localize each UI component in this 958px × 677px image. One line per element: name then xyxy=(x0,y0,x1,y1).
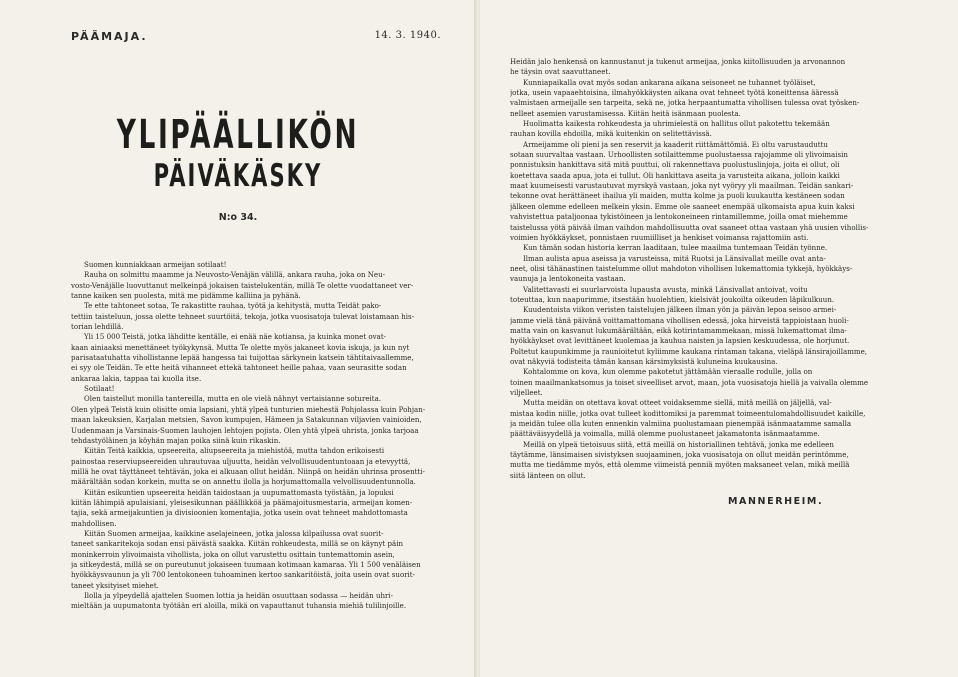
page-header xyxy=(71,30,441,46)
text-line: Poltetut kaupunkimme ja raunioitetut kyliimme kaukana rintaman takana, vieläpä länsirajoillamme, xyxy=(510,346,867,356)
document-subtitle: PÄIVÄKÄSKY xyxy=(153,158,323,194)
text-line: millä he ovat täyttäneet tehtävän, joka ei alkuaan ollut heidän. Niinpä on heidän uhrinsa prosentti- xyxy=(71,466,425,476)
text-line: taistelussa yötä päivää ilman vaihdon mahdollisuutta ovat saaneet ottaa vastaan yhä uusien vihollis- xyxy=(510,222,869,232)
header-label: PÄÄMAJA. xyxy=(71,30,148,43)
text-line: toinen maailmankatsomus ja toiset siveelliset arvot, maan, jota vuosisatoja hiellä ja vaivalla olemme xyxy=(510,377,869,387)
text-line: Te ette tahtoneet sotaa, Te rakastitte rauhaa, työtä ja kehitystä, mutta Teidät pako- xyxy=(84,301,382,311)
text-line: Kunniapaikalla ovat myös sodan ankarana aikana seisoneet ne tuhannet työläiset, xyxy=(523,77,816,87)
text-line: Yli 15 000 Teistä, jotka lähditte kentälle, ei enää näe kotiansa, ja kuinka monet ovat- xyxy=(84,332,387,342)
text-line: vahvistettua pataljoonaa tykistöineen ja lentokoneineen rintamillemme, joilla omat miehemme xyxy=(510,212,848,222)
text-line: ei syy ole Teidän. Te ette heitä vihanneet ettekä tahtoneet heille pahaa, vaan seurasitte sodan xyxy=(71,363,407,373)
text-line: Ilolla ja ylpeydellä ajattelen Suomen lottia ja heidän osuuttaan sodassa — heidän uhri- xyxy=(84,591,394,600)
text-line: nelleet asemien varustamisessa. Kiitän heitä isänmaan puolesta. xyxy=(510,108,741,118)
text-line: Rauha on solmittu maamme ja Neuvosto-Venäjän välillä, ankara rauha, joka on Neu- xyxy=(84,270,386,280)
text-line: jälkeen olemme edelleen melkein yksin. Emme ole saaneet enempää ulkomaista apua kuin kaksi xyxy=(510,201,855,211)
text-line: toteuttaa, kun naapurimme, itsestään huolehtien, kielsivät joukoilta oikeuden läpikulkuun. xyxy=(510,294,835,304)
text-line: Kohtalomme on kova, kun olemme pakotetut jättämään vieraalle rodulle, jolla on xyxy=(523,367,813,377)
text-line: tajia, sekä armeijakuntien ja divisioonien komentajia, jotka usein ovat tehneet mahdottomasta xyxy=(71,508,408,518)
text-line: Ilman aulista apua aseissa ja varusteissa, mitä Ruotsi ja Länsivallat meille ovat anta- xyxy=(523,253,826,263)
text-line: he täysin ovat saavuttaneet. xyxy=(510,67,611,77)
text-line: hyökkäysvaunun ja yli 700 lentokoneen tuhoaminen kertoo sankaritöistä, joita usein ovat suorit- xyxy=(71,570,416,580)
text-line: Armeijamme oli pieni ja sen reservit ja kaaderit riittämättömiä. Ei oltu varustauduttu xyxy=(523,139,828,149)
text-line: matta vain on kasvanut lukumäärältään, eikä kotirintamammekaan, missä lukemattomat ilma- xyxy=(510,325,847,335)
text-line: mieltään ja uupumatonta työtään eri aloilla, mikä on vapauttanut tuhansia miehiä tulilinjoille. xyxy=(71,601,407,611)
text-line: tettiin taisteluun, jossa olette tehneet suurtöitä, tekoja, jotka vuosisatoja tulevat loistamaan his- xyxy=(71,311,415,321)
text-line: moninkerroin ylivoimaista vihollista, joka on ollut varustettu osittain tuntemattomin asein, xyxy=(71,549,395,559)
text-line: parisataatuhatta vihollistanne lepää hangessa tai tuijottaa särkynein katsein tähtitaivaallemme, xyxy=(71,353,414,363)
text-line: määrältään sodan korkein, mutta se on annettu ilolla ja horjumattomalla velvollisuudentunnolla. xyxy=(71,477,416,487)
text-line: jamme vielä tänä päivänä voittamattomana vihollisen edessä, joka hirveistä tappioistaan huoli- xyxy=(510,315,849,325)
text-line: siitä länteen on ollut. xyxy=(510,470,586,480)
text-line: Uudenmaan ja Varsinais-Suomen lauhojen lehtojen pojista. Olen yhtä ylpeä uhrista, jonka tarjoaa xyxy=(71,425,419,435)
text-line: Olen taistellut monilla tantereilla, mutta en ole vielä nähnyt vertaisianne sotureita. xyxy=(84,394,382,404)
text-line: ponnistuksin hankittava sitä mitä puuttui, oli rakennettava puolustuslinjoja, joita ei ollut, oli xyxy=(510,160,840,170)
text-line: vaunuja ja lentokoneita vastaan. xyxy=(510,274,626,284)
text-line: koetettava saada apua, jota ei tullut. Oli hankittava aseita ja varusteita aikana, jolloin kaikki xyxy=(510,170,840,180)
text-line: tanne kaiken sen puolesta, mitä me pidämme kalliina ja pyhänä. xyxy=(71,291,301,301)
text-line: maan lakeuksien, Karjalan metsien, Savon kumpujen, Hämeen ja Satakunnan viljavien vainioiden, xyxy=(71,415,422,425)
text-line: ankaraa lakia, tappaa tai kuolla itse. xyxy=(71,373,202,383)
text-line: taneet yksityiset miehet. xyxy=(71,580,159,590)
text-line: maat kuumeisesti varustautuvat myrskyä vastaan, joka nyt vyöryy yli maailman. Teidän sankari- xyxy=(510,181,854,191)
text-line: Sotilaat! xyxy=(84,384,115,394)
text-line: neet, olisi tähänastinen taistelumme ollut mahdoton vihollisen lukemattomia tykkejä, hyökkäys- xyxy=(510,263,853,273)
text-line: Kiitän Teitä kaikkia, upseereita, aliupseereita ja miehistöä, mutta tahdon erikoisesti xyxy=(84,446,385,456)
text-line: hyökkäykset ovat levittäneet kuolemaa ja kauhua naisten ja lapsien keskuudessa, ole horjunut. xyxy=(510,336,850,346)
text-line: mutta me tiedämme myös, että olemme viimeistä penniä myöten maksaneet velan, mikä meillä xyxy=(510,460,850,470)
document-title: YLIPÄÄLLIKÖN xyxy=(116,112,360,158)
left-page xyxy=(0,0,476,677)
text-line: Huolimatta kaikesta rohkeudesta ja uhrimielestä on hallitus ollut pakotettu tekemään xyxy=(523,119,830,129)
text-line: kaan ainiaaksi menettäneet työkykynsä. Mutta Te olette myös jakaneet kovia iskuja, ja kun nyt xyxy=(71,342,410,352)
text-line: tekonne ovat herättäneet ihailua yli maiden, mutta kolme ja puoli kuukautta kestäneen sodan xyxy=(510,191,845,201)
text-line: tehdastyöläinen ja köyhän majan poika siinä kuin rikaskin. xyxy=(71,435,281,445)
text-line: Meillä on ylpeä tietoisuus siitä, että meillä on historiallinen tehtävä, jonka me edelleen xyxy=(523,439,834,449)
text-line: viljelleet. xyxy=(510,388,543,397)
text-line: Mutta meidän on otettava kovat otteet voidaksemme siellä, mitä meillä on jäljellä, val- xyxy=(523,398,832,408)
text-line: kiitän lähimpiä apulaisiani, yleisesikunnan päällikköä ja päämajoitusmestaria, armeijan komen- xyxy=(71,497,413,507)
text-line: sotaan suurvaltaa vastaan. Urhoollisten sotilaittemme puolustaessa rajojamme oli ylivoimaisin xyxy=(510,150,848,160)
text-line: Valitettavasti ei suurlarvoista lupausta avusta, minkä Länsivallat antoivat, voitu xyxy=(523,284,808,294)
text-line: Kiitän esikuntien upseereita heidän taidostaan ja uupumattomasta työstään, ja lopuksi xyxy=(84,487,394,497)
text-line: valmistaen armeijalle sen tarpeita, sekä ne, jotka herpaantumatta vihollisen tulessa ovat työsken- xyxy=(510,98,860,108)
signature: MANNERHEIM. xyxy=(728,496,824,507)
text-line: jotka, usein vapaaehtoisina, ilmahyökkäysten aikana ovat tehneet työtä koneittensa ääressä xyxy=(510,88,839,98)
text-line: voimien hyökkäykset, ponnistaen ruumiilliset ja henkiset voimansa rajattomiin asti. xyxy=(510,232,809,242)
text-line: ovat näkyviä todisteita tämän kansan kärsimyksistä kuluneina kuukausina. xyxy=(510,356,778,366)
text-line: mahdollisen. xyxy=(71,518,117,528)
left-body-text xyxy=(71,260,443,612)
text-line: vosto-Venäjälle luovuttanut melkeinpä jokaisen taistelukentän, millä Te olette vuodattaneet ver- xyxy=(71,280,414,290)
order-number: N:o 34. xyxy=(218,212,258,223)
header-date: 14. 3. 1940. xyxy=(374,30,441,41)
text-line: Suomen kunniakkaan armeijan sotilaat! xyxy=(84,260,227,269)
text-line: Heidän jalo henkensä on kannustanut ja tukenut armeijaa, jonka kiitollisuuden ja arvonannon xyxy=(510,57,846,66)
text-line: taneet sankaritekoja sodan ensi päivästä saakka. Kiitän rohkeudesta, millä se on käynyt päin xyxy=(71,539,404,549)
text-line: Kiitän Suomen armeijaa, kaikkine aselajeineen, jotka jalossa kilpailussa ovat suorit- xyxy=(84,528,384,538)
text-line: päättäväisyydellä ja voimalla, millä olemme puolustaneet jakamatonta isänmaatamme. xyxy=(510,429,820,439)
text-line: ja sitkeydestä, millä se on pureutunut jokaiseen tuumaan kotimaan kamaraa. Yli 1 500 venäläisen xyxy=(71,559,421,569)
text-line: täytämme, länsimaisen sivistyksen suojaaminen, joka vuosisatoja on ollut meidän perintömme, xyxy=(510,450,849,460)
text-line: Olen ylpeä Teistä kuin olisitte omia lapsiani, yhtä ylpeä tunturien miehestä Pohjolassa kuin Pohjan- xyxy=(71,404,426,414)
text-line: Kuudentoista viikon veristen taistelujen jälkeen ilman yön ja päivän lepoa seisoo armei- xyxy=(523,305,837,315)
text-line: rauhan kovilla ehdoilla, mikä kuitenkin on selitettävissä. xyxy=(510,129,712,139)
text-line: painostaa reserviupseereiden uhrautuvaa uljuutta, heidän velvollisuudentuntoaan ja etevyyttä, xyxy=(71,456,411,466)
right-body-text xyxy=(510,57,885,481)
text-line: Kun tämän sodan historia kerran laaditaan, tulee maailma tuntemaan Teidän työnne. xyxy=(523,243,828,253)
text-line: mistaa kodin niille, jotka ovat tulleet kodittomiksi ja paremmat toimeentulomahdollisuudet kaikille, xyxy=(510,408,866,418)
text-line: ja meidän tulee olla kuten ennenkin valmiina puolustamaan pienempää isänmaatamme samalla xyxy=(510,419,852,429)
text-line: torian lehdillä. xyxy=(71,322,124,332)
